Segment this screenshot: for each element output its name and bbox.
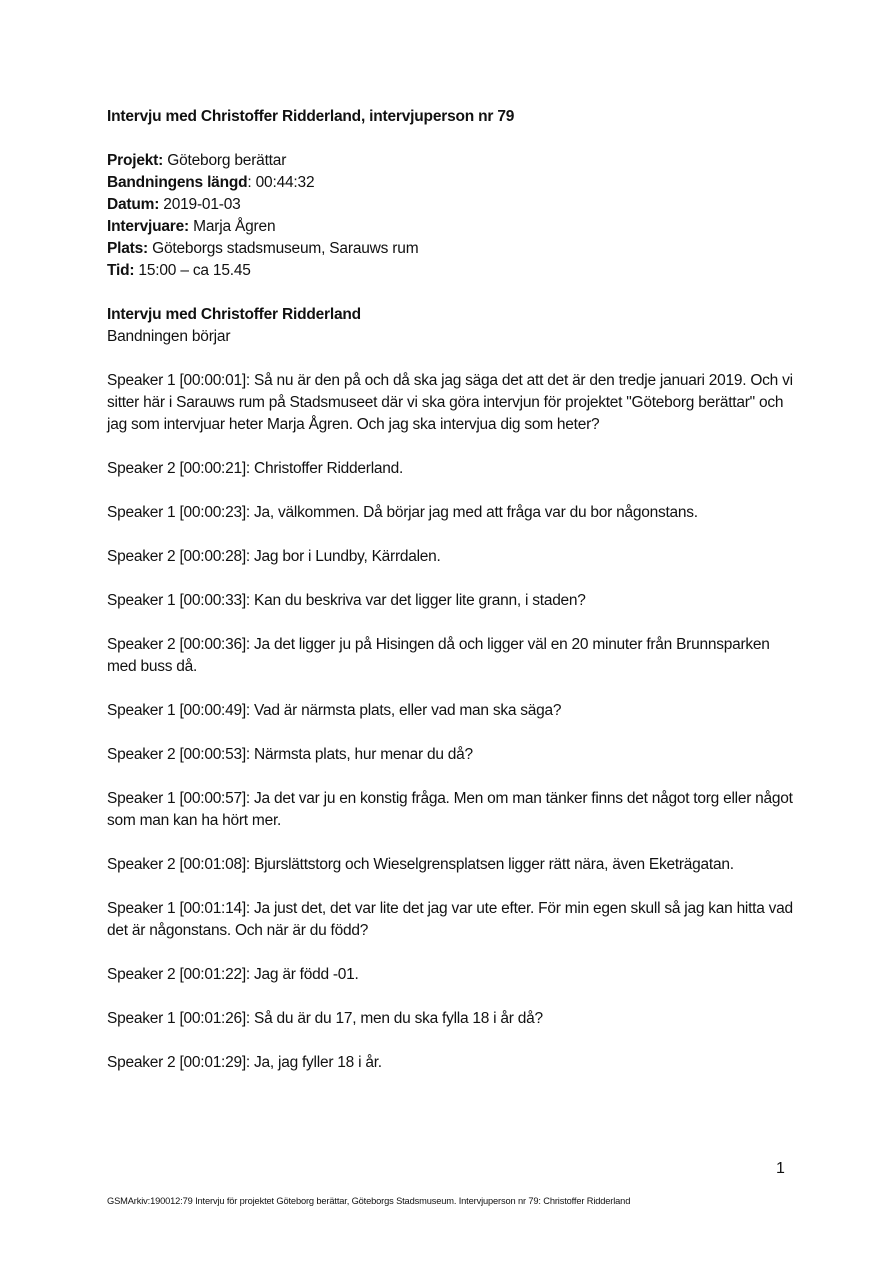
meta-label: Datum: [107,196,160,213]
meta-interviewer [107,216,797,238]
document-page [107,106,797,1090]
transcript-turn: Speaker 2 [00:00:36]: Ja det ligger ju på Hisingen då och ligger väl en 20 minuter från Brunnsparken med buss då. [107,636,770,675]
meta-label: Intervjuare: [107,218,190,235]
transcript-turn: Speaker 1 [00:01:26]: Så du är du 17, men du ska fylla 18 i år då? [107,1010,543,1027]
transcript-turn: Speaker 1 [00:00:57]: Ja det var ju en konstig fråga. Men om man tänker finns det något torg eller något som man kan ha hört mer. [107,790,793,829]
meta-value: 15:00 – ca 15.45 [134,262,251,279]
transcript-turn: Speaker 1 [00:00:33]: Kan du beskriva var det ligger lite grann, i staden? [107,592,586,609]
meta-label: Plats: [107,240,149,257]
transcript-turn: Speaker 2 [00:01:22]: Jag är född -01. [107,966,359,983]
meta-label: Bandningens längd [107,174,248,191]
page-footer: GSMArkiv:190012:79 Intervju för projektet Göteborg berättar, Göteborgs Stadsmuseum. Intervjuperson nr 79: Christoffer Ridderland [107,1196,631,1206]
transcript-turn: Speaker 1 [00:00:49]: Vad är närmsta plats, eller vad man ska säga? [107,702,562,719]
meta-label: Tid: [107,262,135,279]
transcript-turn: Speaker 2 [00:01:08]: Bjurslättstorg och Wieselgrensplatsen ligger rätt nära, även Eketrägatan. [107,856,734,873]
meta-date [107,194,797,216]
meta-place [107,238,797,260]
meta-label: Projekt: [107,152,164,169]
transcript-turn: Speaker 2 [00:00:53]: Närmsta plats, hur menar du då? [107,746,473,763]
section-subtitle: Bandningen börjar [107,328,231,345]
transcript-turn: Speaker 1 [00:00:01]: Så nu är den på och då ska jag säga det att det är den tredje januari 2019. Och vi sitter här i Sarauws rum på Stadsmuseet där vi ska göra intervjun för projektet "Göteborg berättar" och jag som intervjuar heter Marja Ågren. Och jag ska intervjua dig som heter? [107,372,793,433]
meta-value: Marja Ågren [189,218,276,235]
meta-value: Göteborg berättar [163,152,287,169]
transcript-turn: Speaker 1 [00:00:23]: Ja, välkommen. Då börjar jag med att fråga var du bor någonstans. [107,504,698,521]
meta-value: 2019-01-03 [159,196,241,213]
meta-recording-length [107,172,797,194]
page-number: 1 [776,1160,785,1177]
transcript [107,370,797,1074]
interview-section [107,304,797,348]
transcript-turn: Speaker 2 [00:00:28]: Jag bor i Lundby, Kärrdalen. [107,548,441,565]
metadata-block [107,150,797,282]
document-title: Intervju med Christoffer Ridderland, intervjuperson nr 79 [107,108,515,125]
meta-value: Göteborgs stadsmuseum, Sarauws rum [148,240,419,257]
transcript-turn: Speaker 2 [00:00:21]: Christoffer Ridderland. [107,460,404,477]
transcript-turn: Speaker 1 [00:01:14]: Ja just det, det var lite det jag var ute efter. För min egen skull så jag kan hitta vad det är någonstans. Och när är du född? [107,900,793,939]
meta-project [107,150,797,172]
section-title: Intervju med Christoffer Ridderland [107,306,361,323]
meta-time [107,260,797,282]
meta-value: : 00:44:32 [247,174,315,191]
transcript-turn: Speaker 2 [00:01:29]: Ja, jag fyller 18 i år. [107,1054,382,1071]
